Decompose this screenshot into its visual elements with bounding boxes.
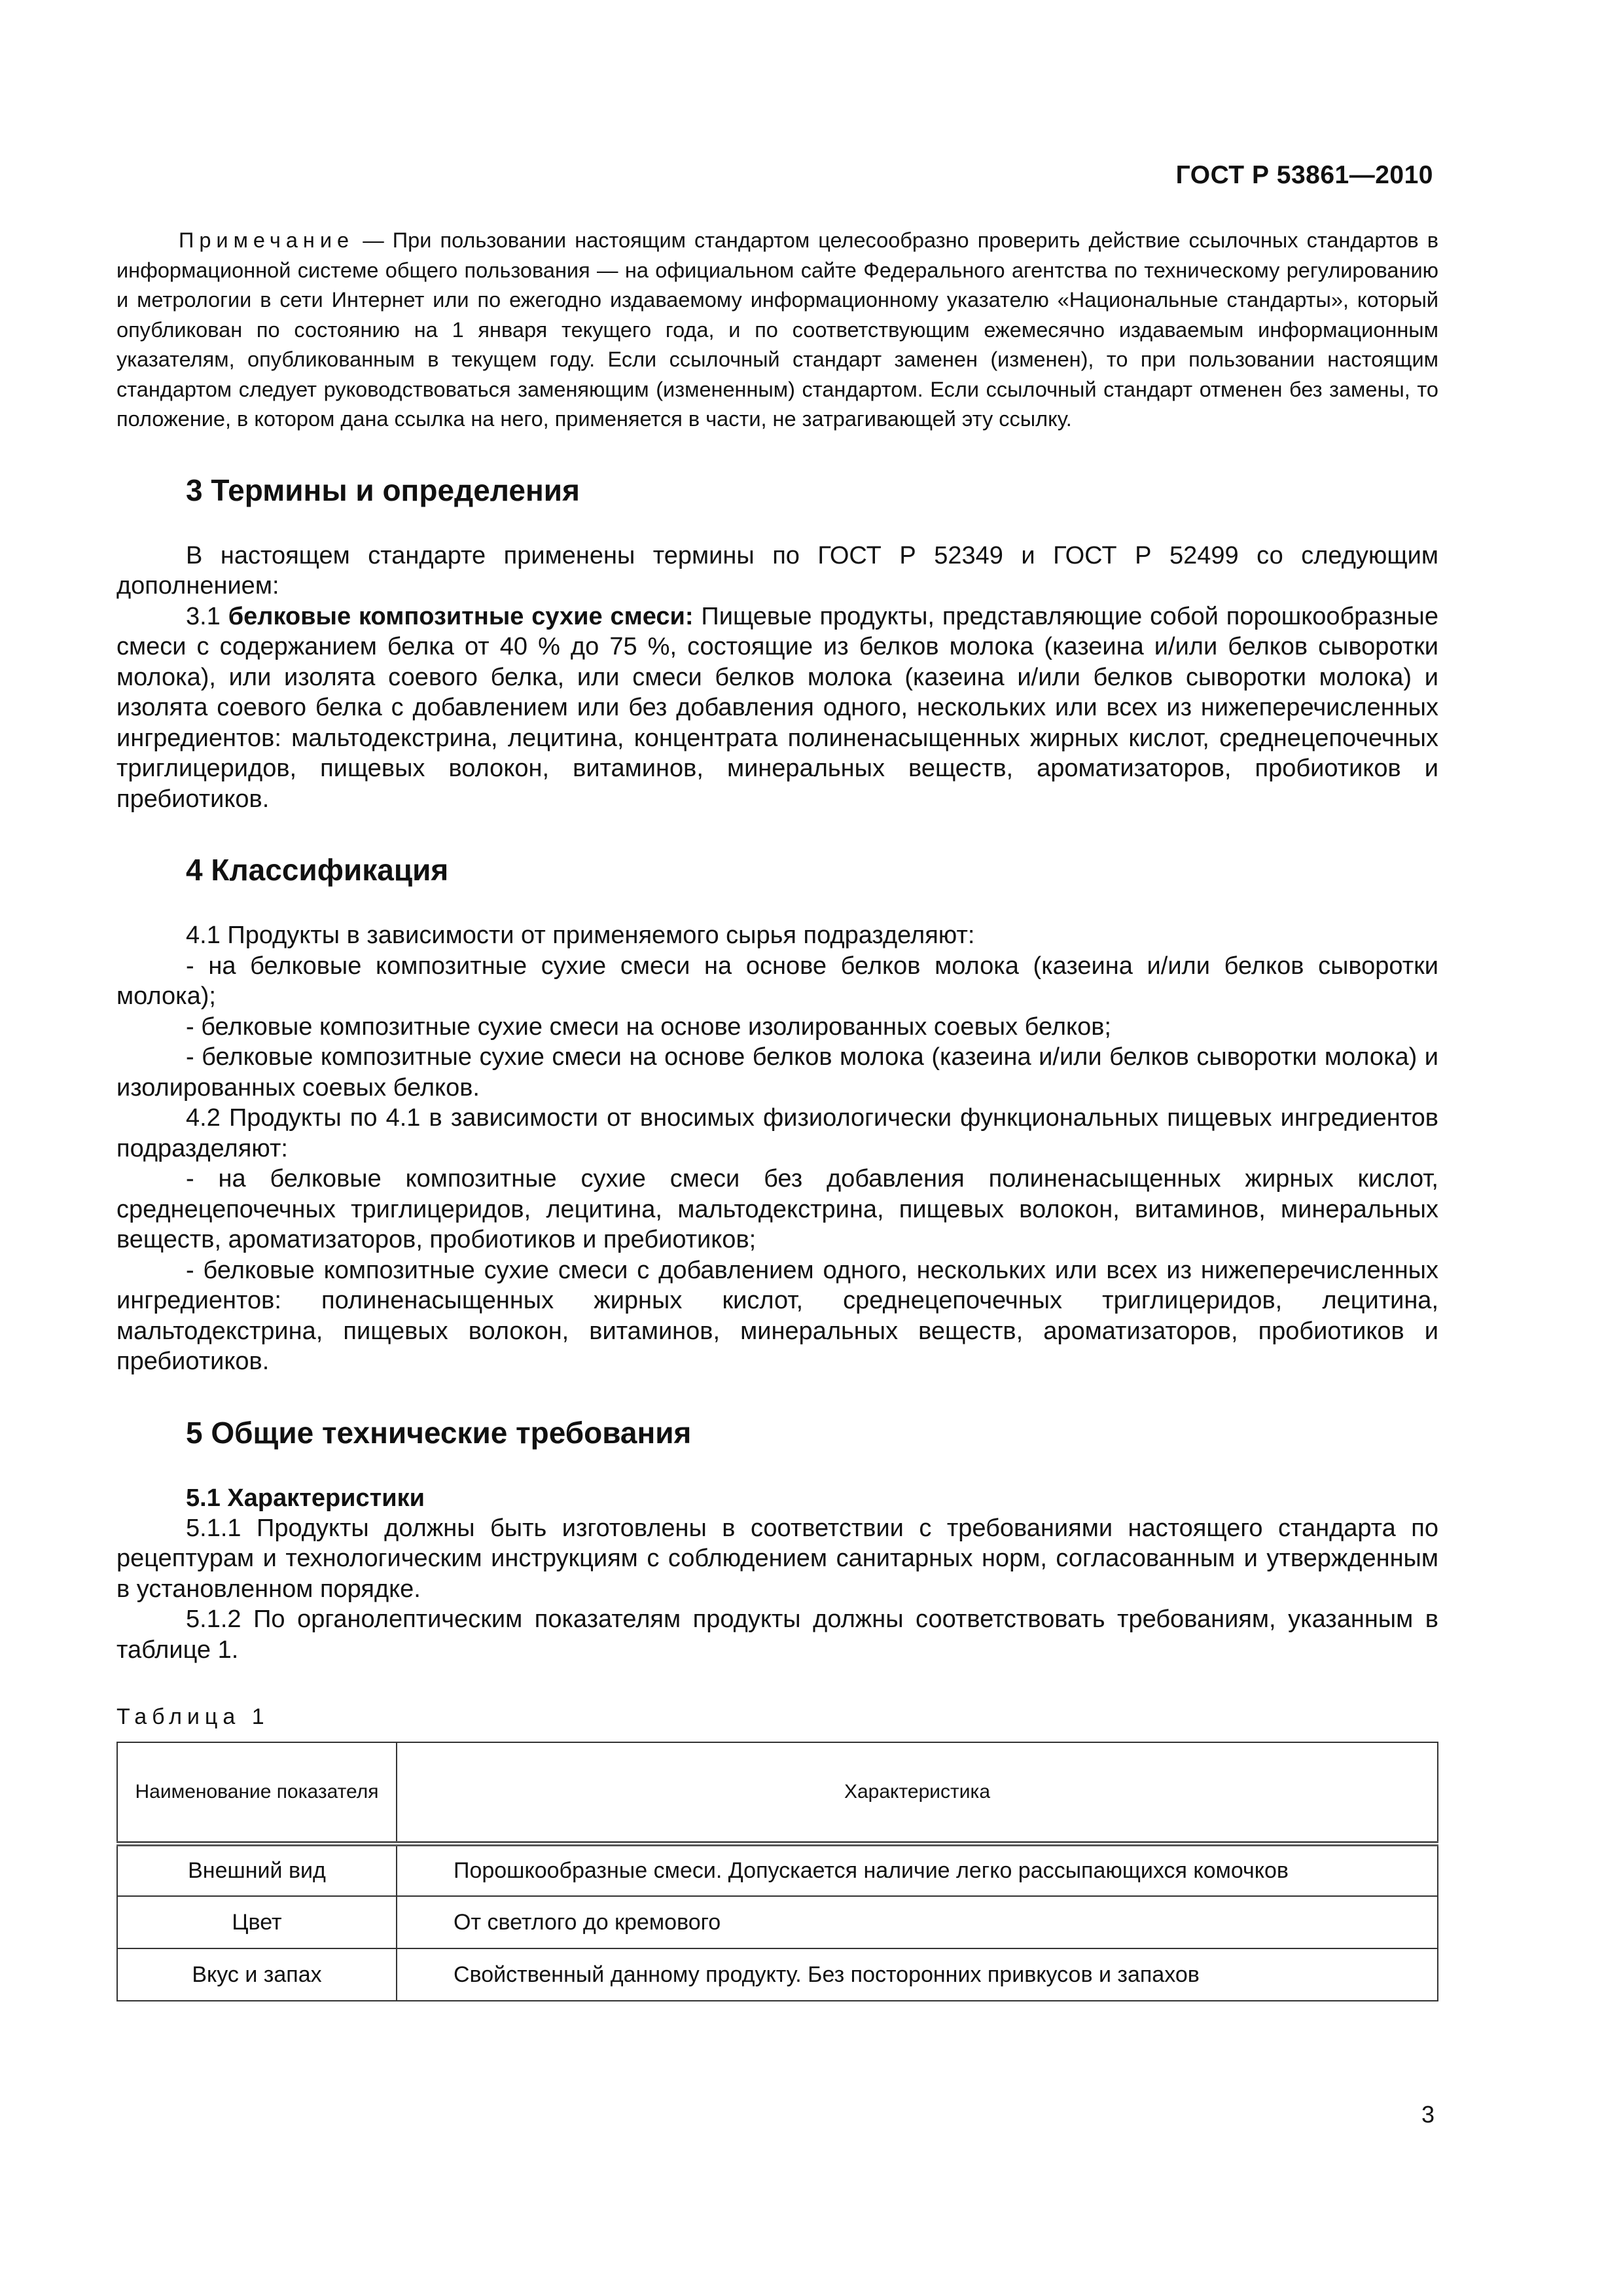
table-cell-indicator: Вкус и запах bbox=[117, 1948, 397, 2001]
table-cell-indicator: Цвет bbox=[117, 1896, 397, 1948]
term-definition-3-1 bbox=[116, 601, 1438, 815]
term-name: белковые композитные сухие смеси: bbox=[228, 602, 694, 630]
table-cell-indicator: Внешний вид bbox=[117, 1844, 397, 1896]
reference-note bbox=[116, 226, 1438, 435]
clause-4-2-item-1: - на белковые композитные сухие смеси без добавления полиненасыщенных жирных кислот, среднецепочечных триглицеридов, лецитина, мальтодекстрина, пищевых волокон, витаминов, минеральных веществ, ароматизаторов, пробиотиков и пребиотиков; bbox=[116, 1165, 1438, 1253]
section-5-title: 5 Общие технические требования bbox=[186, 1415, 692, 1450]
section-3-title: 3 Термины и определения bbox=[186, 473, 580, 507]
page-content bbox=[116, 226, 1438, 2001]
document-code: ГОСТ Р 53861—2010 bbox=[1175, 161, 1433, 189]
clause-5-1-1: 5.1.1 Продукты должны быть изготовлены в соответствии с требованиями настоящего стандарта по рецептурам и технологическим инструкциям с соблюдением санитарных норм, согласованным и утвержденным в установленном порядке. bbox=[116, 1514, 1438, 1603]
clause-4-1-item-1: - на белковые композитные сухие смеси на основе белков молока (казеина и/или белков сыворотки молока); bbox=[116, 952, 1438, 1010]
table-cell-characteristic: Порошкообразные смеси. Допускается наличие легко рассыпающихся комочков bbox=[397, 1844, 1438, 1896]
table-cell-characteristic: От светлого до кремового bbox=[397, 1896, 1438, 1948]
clause-4-2: 4.2 Продукты по 4.1 в зависимости от вносимых физиологически функциональных пищевых ингредиентов подразделяют: bbox=[116, 1104, 1438, 1162]
clause-4-1: 4.1 Продукты в зависимости от применяемого сырья подразделяют: bbox=[186, 922, 975, 949]
clause-5-1-2: 5.1.2 По органолептическим показателям продукты должны соответствовать требованиям, указанным в таблице 1. bbox=[116, 1605, 1438, 1664]
note-label: Примечание bbox=[179, 228, 355, 252]
page-number: 3 bbox=[1421, 2101, 1435, 2128]
table-row bbox=[117, 1844, 1438, 1896]
note-text: — При пользовании настоящим стандартом целесообразно проверить действие ссылочных стандартов в информационной системе общего пользования — на официальном сайте Федерального агентства по техническому регулированию и метрологии в сети Интернет или по ежегодно издаваемому информационному указателю «Национальные стандарты», который опубликован по состоянию на 1 января текущего года, и по соответствующим ежемесячно издаваемым информационным указателям, опубликованным в текущем году. Если ссылочный стандарт заменен (изменен), то при пользовании настоящим стандартом следует руководствоваться заменяющим (измененным) стандартом. Если ссылочный стандарт отменен без замены, то положение, в котором дана ссылка на него, применяется в части, не затрагивающей эту ссылку. bbox=[116, 228, 1438, 431]
table-header-indicator: Наименование показателя bbox=[117, 1742, 397, 1844]
table-row bbox=[117, 1896, 1438, 1948]
subsection-5-1-title: 5.1 Характеристики bbox=[186, 1484, 425, 1512]
clause-4-2-item-2: - белковые композитные сухие смеси с добавлением одного, нескольких или всех из нижеперечисленных ингредиентов: полиненасыщенных жирных кислот, среднецепочечных триглицеридов, лецитина, мальтодекстрина, пищевых волокон, витаминов, минеральных веществ, ароматизаторов, пробиотиков и пребиотиков. bbox=[116, 1256, 1438, 1375]
table-header-row bbox=[117, 1742, 1438, 1844]
section-4-title: 4 Классификация bbox=[186, 853, 449, 887]
clause-4-1-item-2: - белковые композитные сухие смеси на основе изолированных соевых белков; bbox=[186, 1013, 1111, 1041]
term-number: 3.1 bbox=[186, 602, 228, 630]
table-caption: Таблица 1 bbox=[116, 1704, 270, 1729]
section-3-intro: В настоящем стандарте применены термины по ГОСТ Р 52349 и ГОСТ Р 52499 со следующим дополнением: bbox=[116, 541, 1438, 600]
clause-4-1-item-3: - белковые композитные сухие смеси на основе белков молока (казеина и/или белков сыворотки молока) и изолированных соевых белков. bbox=[116, 1043, 1438, 1102]
table-header-characteristic: Характеристика bbox=[397, 1742, 1438, 1844]
organoleptic-table bbox=[116, 1742, 1438, 2001]
term-definition-text: Пищевые продукты, представляющие собой порошкообразные смеси с содержанием белка от 40 % до 75 %, состоящие из белков молока (казеина и/или белков сыворотки молока), или изолята соевого белка, или смеси белков молока (казеина и/или белков сыворотки молока) и изолята соевого белка с добавлением или без добавления одного, нескольких или всех из нижеперечисленных ингредиентов: мальтодекстрина, лецитина, концентрата полиненасыщенных жирных кислот, среднецепочечных триглицеридов, пищевых волокон, витаминов, минеральных веществ, ароматизаторов, пробиотиков и пребиотиков. bbox=[116, 602, 1438, 813]
table-row bbox=[117, 1948, 1438, 2001]
table-cell-characteristic: Свойственный данному продукту. Без посторонних привкусов и запахов bbox=[397, 1948, 1438, 2001]
